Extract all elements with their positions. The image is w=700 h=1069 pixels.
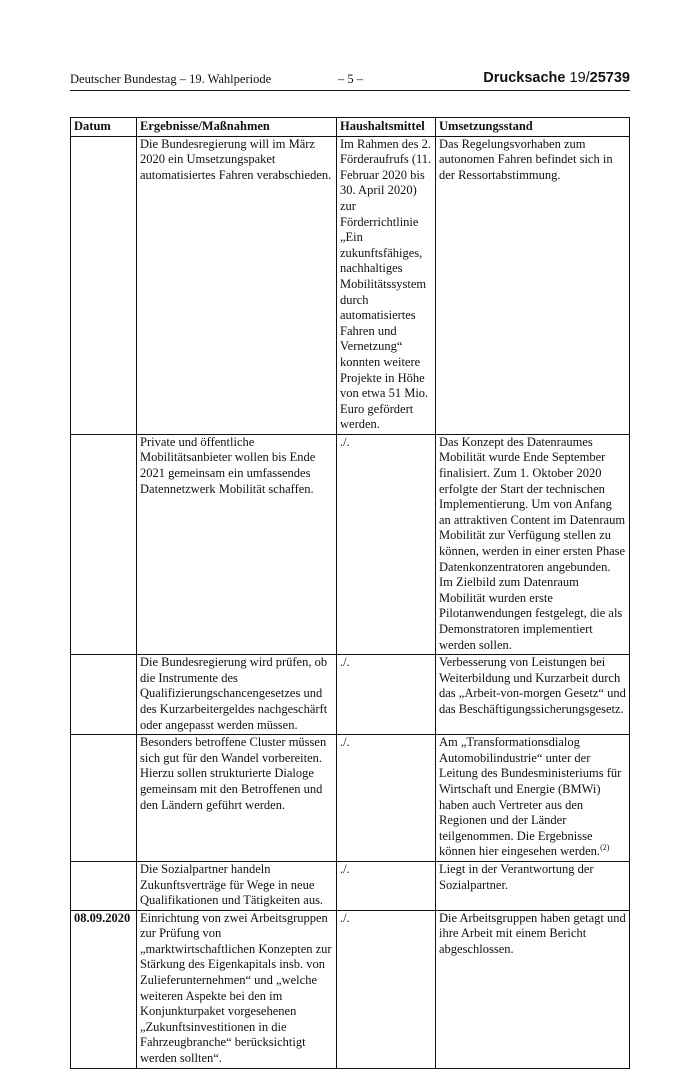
header-rule <box>70 90 630 91</box>
cell-budget: ./. <box>337 910 436 1068</box>
doc-prefix: 19/ <box>569 70 590 86</box>
status-text: Am „Transformationsdialog Automobilindustrie“ unter der Leitung des Bundesministeriums für Wirtschaft und Energie (BMWi) haben auch Vertreter aus den Regionen und der Länder teilgenommen. Die Ergebnisse können hier eingesehen werden. <box>439 735 622 859</box>
cell-result: Besonders betroffene Cluster müssen sich gut für den Wandel vorbereiten. Hierzu sollen strukturierte Dialoge gemeinsam mit den Betroffenen und den Ländern geführt werden. <box>137 735 337 862</box>
column-header-budget: Haushaltsmittel <box>337 118 436 137</box>
cell-date <box>71 136 137 434</box>
cell-budget: ./. <box>337 735 436 862</box>
doc-label: Drucksache <box>483 70 566 86</box>
table-row <box>71 910 630 1068</box>
cell-budget: ./. <box>337 434 436 654</box>
cell-result: Die Bundesregierung will im März 2020 ein Umsetzungspaket automatisiertes Fahren verabschieden. <box>137 136 337 434</box>
column-header-status: Umsetzungsstand <box>436 118 630 137</box>
table-row <box>71 655 630 735</box>
cell-date <box>71 434 137 654</box>
document-number <box>483 70 630 86</box>
page-number: – 5 – <box>338 72 363 86</box>
cell-status: Das Konzept des Datenraumes Mobilität wurde Ende September finalisiert. Zum 1. Oktober 2020 erfolgte der Start der technischen Implementierung. Um von Anfang an attraktiven Content im Datenraum Mobilität zur Verfügung stellen zu können, werden in einer ersten Phase Datenkonzentratoren angebunden. Im Zielbild zum Datenraum Mobilität wurden erste Pilotanwendungen festgelegt, die als Demonstratoren implementiert werden sollen. <box>436 434 630 654</box>
cell-date <box>71 861 137 910</box>
cell-date <box>71 655 137 735</box>
cell-status: Das Regelungsvorhaben zum autonomen Fahren befindet sich in der Ressortabstimmung. <box>436 136 630 434</box>
cell-status <box>436 735 630 862</box>
table-row <box>71 861 630 910</box>
cell-status: Liegt in der Verantwortung der Sozialpartner. <box>436 861 630 910</box>
table-row <box>71 136 630 434</box>
parliament-period: Deutscher Bundestag – 19. Wahlperiode <box>70 72 272 86</box>
cell-budget: Im Rahmen des 2. Förderaufrufs (11. Februar 2020 bis 30. April 2020) zur Förderrichtlinie „Ein zukunftsfähiges, nachhaltiges Mobilitätssystem durch automatisiertes Fahren und Vernetzung“ konnten weitere Projekte in Höhe von etwa 51 Mio. Euro gefördert werden. <box>337 136 436 434</box>
cell-status: Verbesserung von Leistungen bei Weiterbildung und Kurzarbeit durch das „Arbeit-von-morgen Gesetz“ und das Beschäftigungssicherungsgesetz. <box>436 655 630 735</box>
cell-date <box>71 735 137 862</box>
cell-budget: ./. <box>337 655 436 735</box>
table-row <box>71 434 630 654</box>
cell-date: 08.09.2020 <box>71 910 137 1068</box>
column-header-date: Datum <box>71 118 137 137</box>
cell-status: Die Arbeitsgruppen haben getagt und ihre Arbeit mit einem Bericht abgeschlossen. <box>436 910 630 1068</box>
column-header-results: Ergebnisse/Maßnahmen <box>137 118 337 137</box>
cell-result: Private und öffentliche Mobilitätsanbieter wollen bis Ende 2021 gemeinsam ein umfassendes Datennetzwerk Mobilität schaffen. <box>137 434 337 654</box>
measures-table <box>70 117 630 1069</box>
footnote-ref: (2) <box>600 843 610 853</box>
table-row <box>71 735 630 862</box>
doc-number-value: 25739 <box>589 70 630 86</box>
cell-result: Die Bundesregierung wird prüfen, ob die Instrumente des Qualifizierungschancengesetzes und des Kurzarbeitergeldes nachgeschärft oder angepasst werden müssen. <box>137 655 337 735</box>
cell-budget: ./. <box>337 861 436 910</box>
table-header-row <box>71 118 630 137</box>
cell-result: Einrichtung von zwei Arbeitsgruppen zur Prüfung von „marktwirtschaftlichen Konzepten zur Stärkung des Eigenkapitals insb. von Zulieferunternehmen“ und „welche weiteren Aspekte bei den im Konjunkturpaket vorgesehenen „Zukunftsinvestitionen in die Fahrzeugbranche“ berücksichtigt werden sollten“. <box>137 910 337 1068</box>
cell-result: Die Sozialpartner handeln Zukunftsverträge für Wege in neue Qualifikationen und Tätigkeiten aus. <box>137 861 337 910</box>
page-header <box>70 70 630 92</box>
